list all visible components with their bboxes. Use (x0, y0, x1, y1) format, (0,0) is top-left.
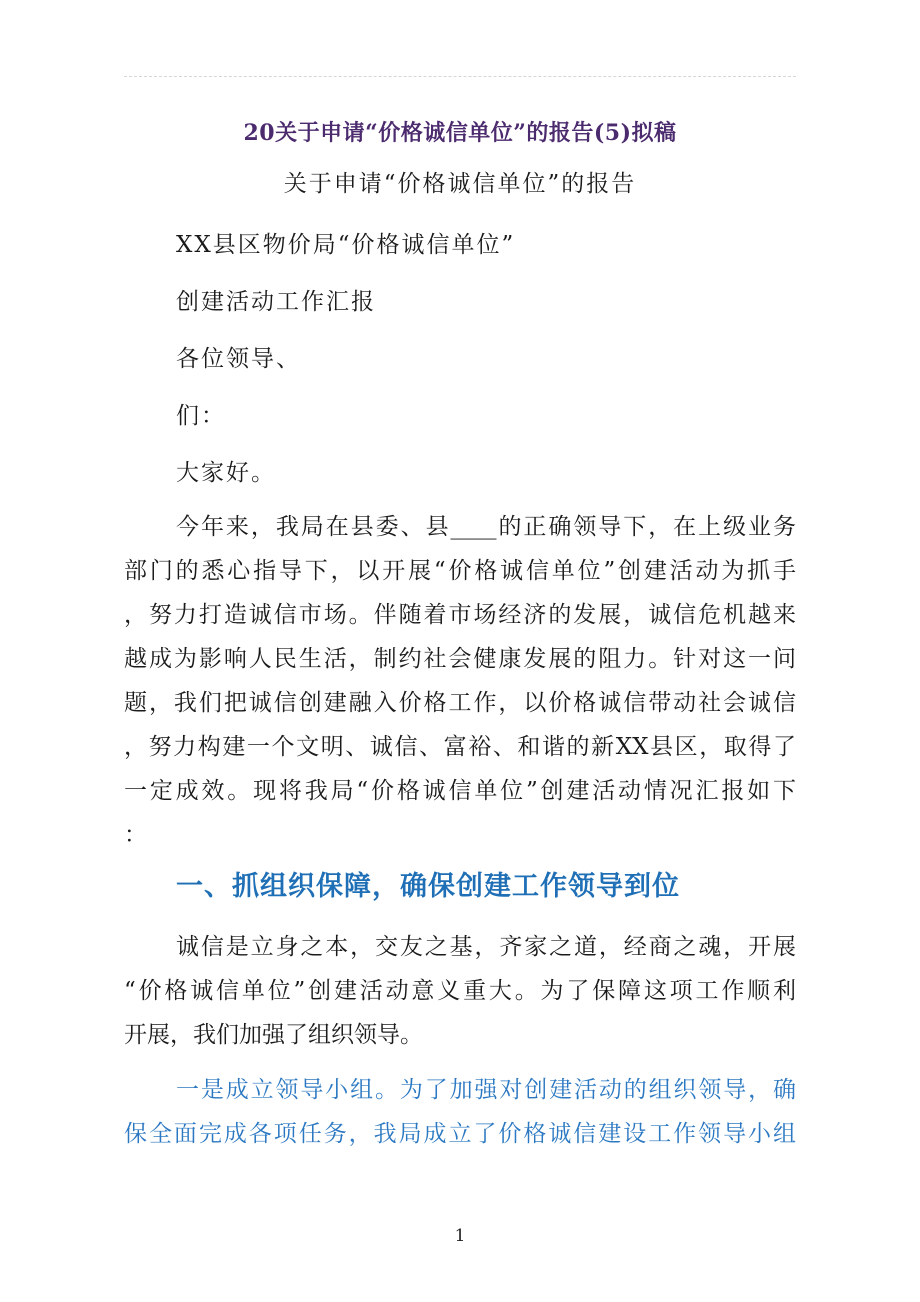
paragraph-line: ，努力打造诚信市场。伴随着市场经济的发展，诚信危机越来 (124, 602, 796, 628)
paragraph-line: ： (124, 822, 147, 848)
subsection-paragraph (124, 1068, 796, 1156)
paragraph-line: 一定成效。现将我局“价格诚信单位”创建活动情况汇报如下 (124, 778, 796, 804)
salutation-cont: 们： (176, 403, 226, 429)
intro-paragraph (124, 505, 796, 857)
document-title: 20关于申请“价格诚信单位”的报告(5)拟稿 (243, 120, 677, 146)
paragraph-line: ，努力构建一个文明、诚信、富裕、和谐的新XX县区，取得了 (124, 734, 796, 760)
addressee-line-2: 创建活动工作汇报 (176, 289, 376, 315)
salutation-line: 各位领导、 (176, 346, 301, 372)
section-paragraph (124, 925, 796, 1057)
paragraph-line: 越成为影响人民生活，制约社会健康发展的阻力。针对这一问 (124, 646, 796, 672)
greeting: 大家好。 (176, 460, 276, 486)
addressee-line-1: XX县区物价局“价格诚信单位” (176, 232, 516, 258)
paragraph-line: 一是成立领导小组。为了加强对创建活动的组织领导，确 (176, 1077, 796, 1103)
paragraph-line: 诚信是立身之本，交友之基，齐家之道，经商之魂，开展 (176, 934, 796, 960)
page-number: 1 (454, 1226, 466, 1246)
paragraph-line: 部门的悉心指导下，以开展“价格诚信单位”创建活动为抓手 (124, 558, 796, 584)
report-subtitle: 关于申请“价格诚信单位”的报告 (283, 171, 637, 197)
header-divider (124, 76, 796, 77)
paragraph-line: 保全面完成各项任务，我局成立了价格诚信建设工作领导小组 (124, 1121, 796, 1147)
section-heading-1: 一、抓组织保障，确保创建工作领导到位 (176, 871, 680, 902)
paragraph-line: 题，我们把诚信创建融入价格工作，以价格诚信带动社会诚信 (124, 690, 796, 716)
paragraph-line: 开展，我们加强了组织领导。 (124, 1022, 423, 1048)
paragraph-line: 今年来，我局在县委、县____的正确领导下，在上级业务 (176, 514, 796, 540)
paragraph-line: “价格诚信单位”创建活动意义重大。为了保障这项工作顺利 (124, 978, 796, 1004)
